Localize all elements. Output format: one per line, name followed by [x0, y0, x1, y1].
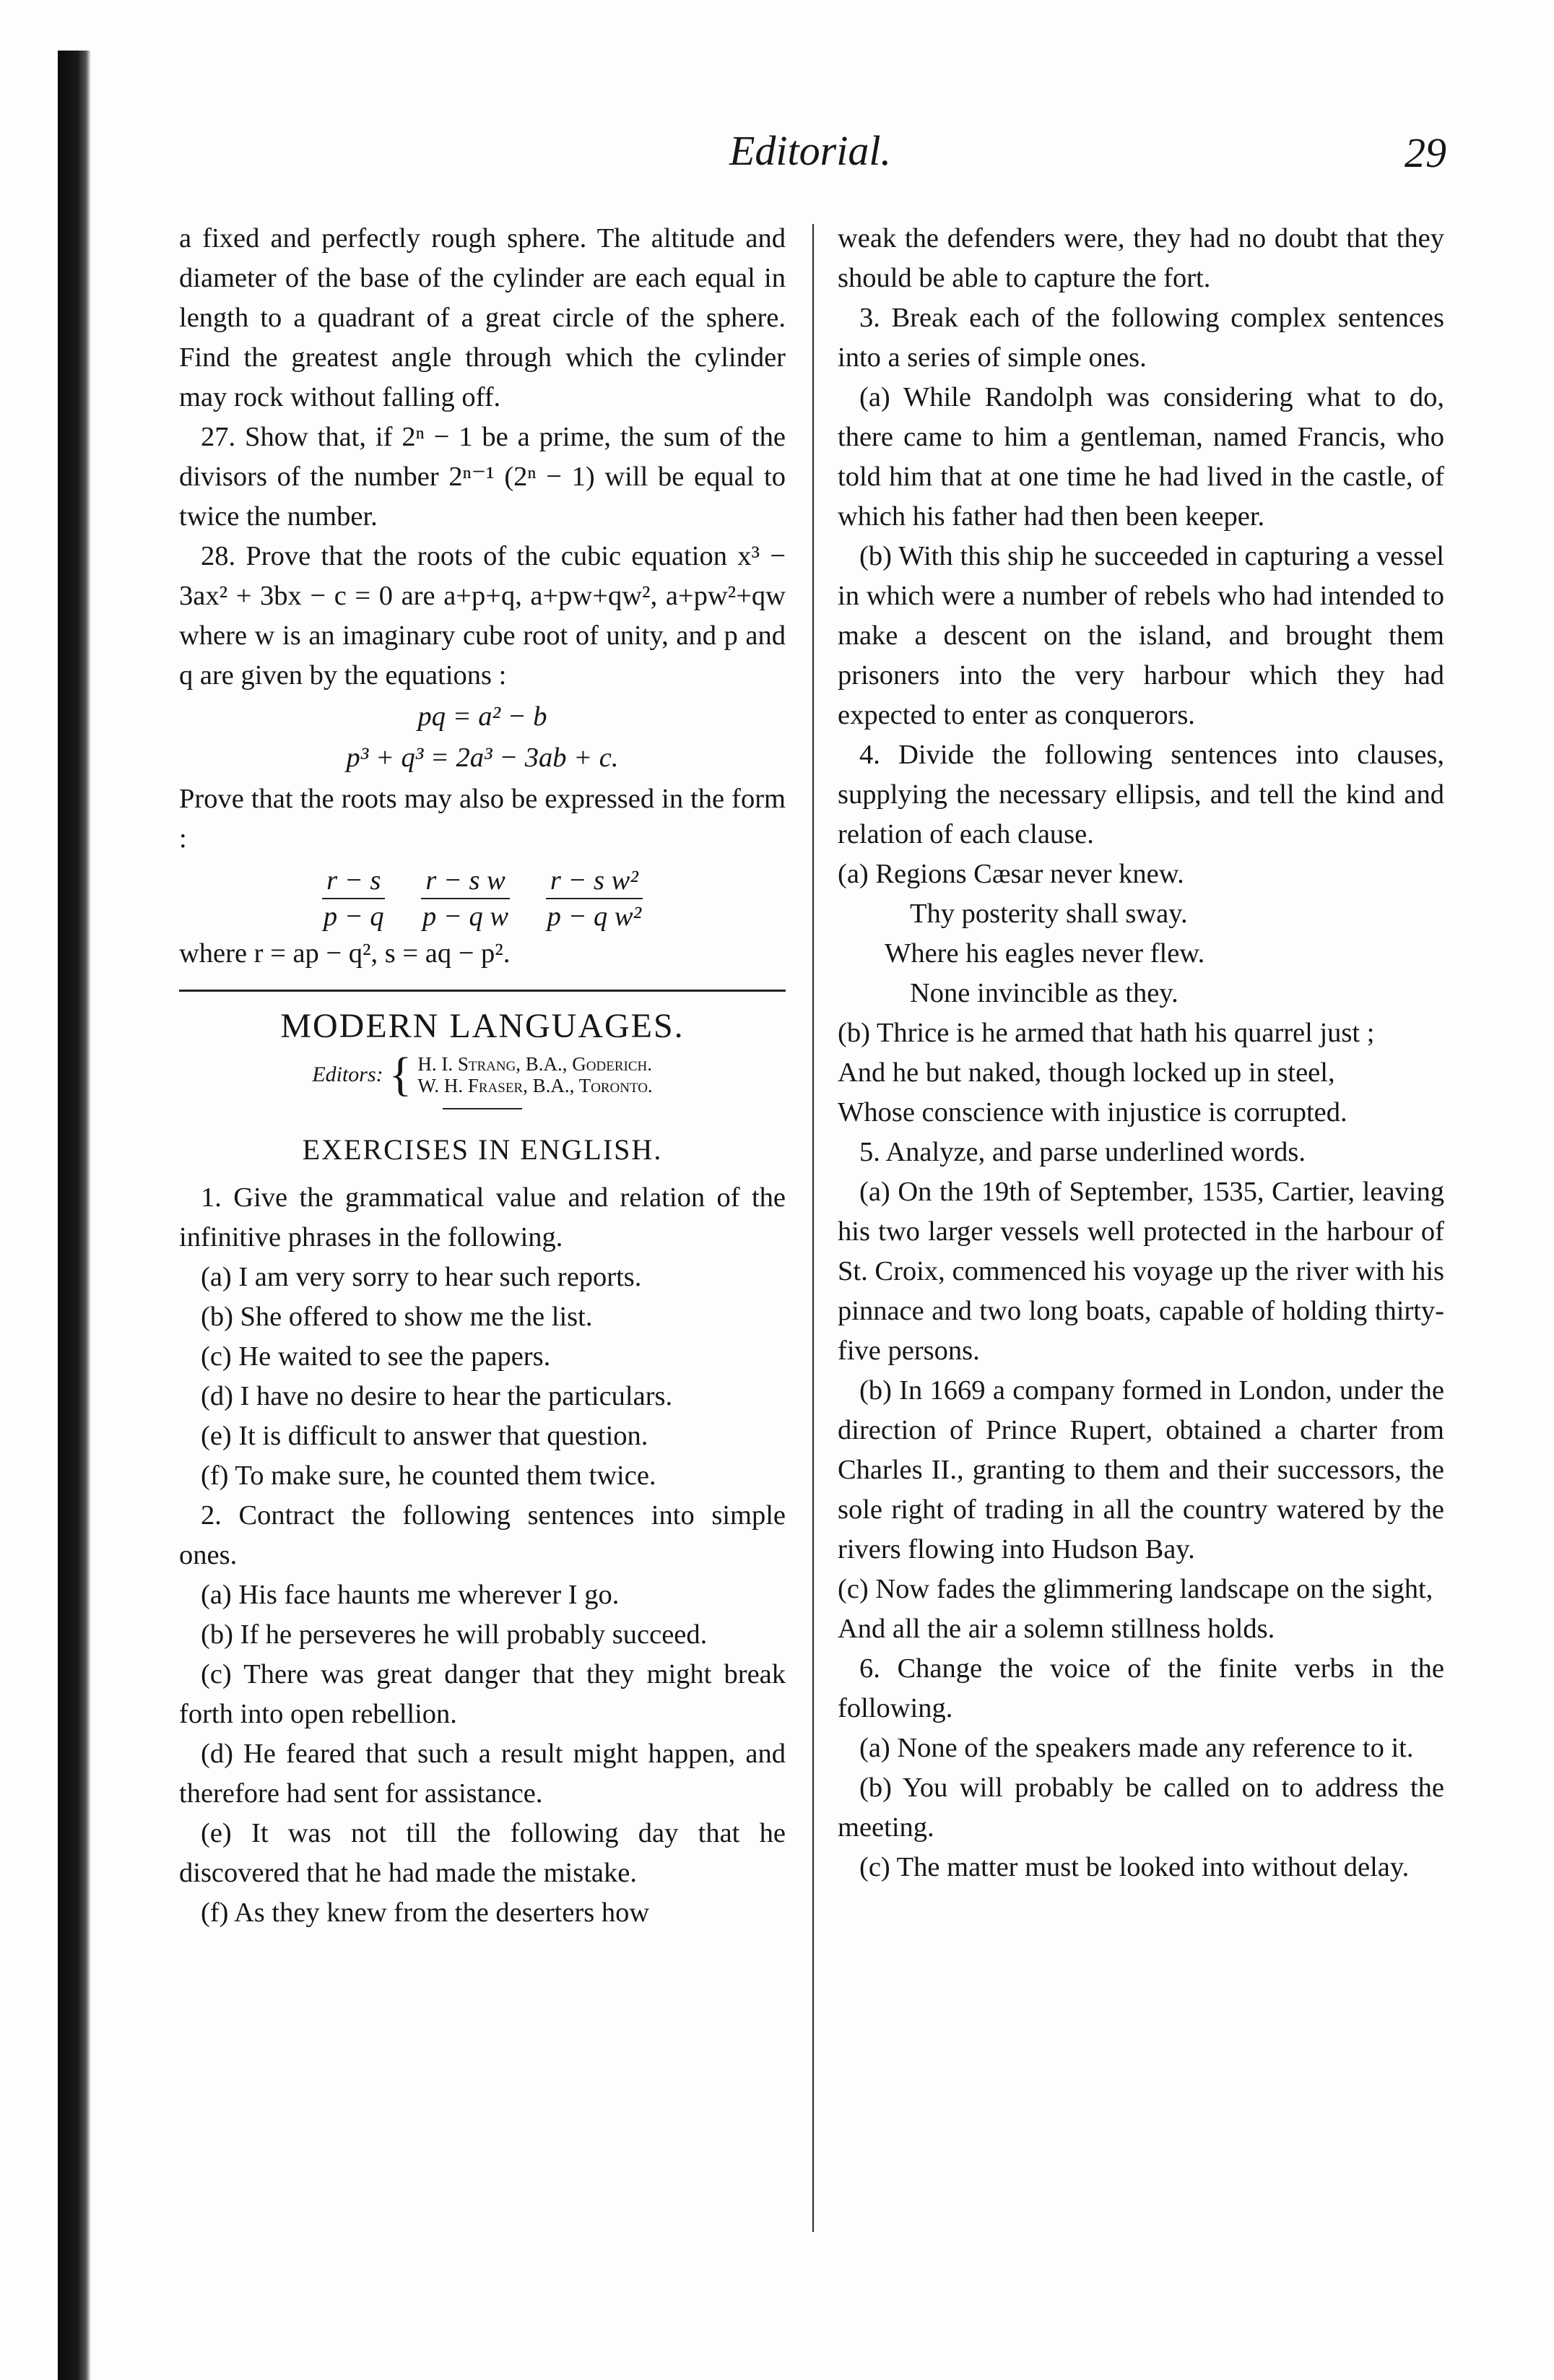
section-title: MODERN LANGUAGES. [280, 1007, 685, 1045]
left-column [179, 219, 786, 1933]
verse-line: Where his eagles never flew. [885, 938, 1205, 969]
page-number: 29 [1405, 129, 1446, 176]
question-3: 3. Break each of the following complex sentences into a series of simple ones. [838, 303, 1444, 373]
question-2: 2. Contract the following sentences into simple ones. [179, 1500, 786, 1570]
running-head: Editorial. [729, 127, 891, 174]
brace-glyph: { [388, 1048, 412, 1101]
where-line: where r = ap − q², s = aq − p². [179, 938, 511, 969]
fraction-group [179, 863, 786, 934]
item: (c) Now fades the glimmering landscape on the sight, [838, 1574, 1433, 1604]
book-spine-shadow [58, 51, 91, 2380]
item: (f) To make sure, he counted them twice. [201, 1461, 656, 1491]
item: (b) With this ship he succeeded in capturing a vessel in which were a number of rebels who had intended to make a descent on the island, and brought them prisoners into the very harbour which they had expected to enter as conquerors. [838, 541, 1444, 730]
item: (e) It is difficult to answer that question. [201, 1421, 648, 1451]
fraction-denominator: p − q w [422, 901, 509, 932]
item: (b) She offered to show me the list. [201, 1302, 593, 1332]
paragraph: weak the defenders were, they had no doubt that they should be able to capture the fort. [838, 223, 1444, 293]
item: (a) None of the speakers made any reference to it. [859, 1733, 1414, 1763]
verse-line: And all the air a solemn stillness holds. [838, 1614, 1275, 1644]
item: (a) His face haunts me wherever I go. [201, 1580, 620, 1610]
fraction-numerator: r − s w² [546, 863, 643, 899]
question-28: 28. Prove that the roots of the cubic equation x³ − 3ax² + 3bx − c = 0 are a+p+q, a+pw+qw², a+pw²+qw where w is an imaginary cube root of unity, and p and q are given by the equations : [179, 541, 786, 691]
column-divider [812, 224, 814, 2232]
item: (c) There was great danger that they might break forth into open rebellion. [179, 1659, 786, 1729]
item: (b) In 1669 a company formed in London, under the direction of Prince Rupert, obtained a charter from Charles II., granting to them and their successors, the sole right of trading in all the country watered by the rivers flowing into Hudson Bay. [838, 1375, 1444, 1565]
paragraph: Prove that the roots may also be expressed in the form : [179, 784, 786, 854]
item: (b) You will probably be called on to address the meeting. [838, 1773, 1444, 1843]
item: (e) It was not till the following day that he discovered that he had made the mistake. [179, 1818, 786, 1888]
question-6: 6. Change the voice of the finite verbs in the following. [838, 1653, 1444, 1723]
question-5: 5. Analyze, and parse underlined words. [859, 1137, 1306, 1167]
editor-name: W. H. Fraser, B.A., Toronto. [417, 1075, 653, 1096]
verse-line: And he but naked, though locked up in steel, [838, 1057, 1335, 1088]
fraction-denominator: p − q [323, 901, 384, 932]
equation: p³ + q³ = 2a³ − 3ab + c. [346, 743, 619, 773]
item: (f) As they knew from the deserters how [201, 1897, 650, 1928]
short-rule [443, 1108, 522, 1109]
editors-list [417, 1053, 652, 1096]
question-4: 4. Divide the following sentences into clauses, supplying the necessary ellipsis, and tell the kind and relation of each clause. [838, 740, 1444, 849]
item: (d) I have no desire to hear the particulars. [201, 1381, 673, 1411]
item: (b) Thrice is he armed that hath his quarrel just ; [838, 1018, 1375, 1048]
fraction [546, 863, 643, 934]
editor-name: H. I. Strang, B.A., Goderich. [417, 1053, 652, 1075]
verse-line: Thy posterity shall sway. [910, 899, 1188, 929]
fraction-numerator: r − s [322, 863, 385, 899]
item: (a) On the 19th of September, 1535, Cartier, leaving his two larger vessels well protected in the harbour of St. Croix, commenced his voyage up the river with his pinnace and two long boats, capable of holding thirty-five persons. [838, 1177, 1444, 1366]
exercises-title: EXERCISES IN ENGLISH. [302, 1133, 663, 1166]
item: (d) He feared that such a result might happen, and therefore had sent for assistance. [179, 1739, 786, 1809]
item: (c) The matter must be looked into without delay. [859, 1852, 1410, 1882]
editors-label: Editors: [312, 1063, 383, 1086]
editors-block [179, 1048, 786, 1101]
item: (a) While Randolph was considering what to do, there came to him a gentleman, named Francis, who told him that at one time he had lived in the castle, of which his father had then been keeper. [838, 382, 1444, 532]
verse-line: None invincible as they. [910, 978, 1178, 1008]
item: (c) He waited to see the papers. [201, 1341, 551, 1372]
verse-line: Whose conscience with injustice is corrupted. [838, 1097, 1347, 1128]
item: (a) Regions Cæsar never knew. [838, 859, 1184, 889]
equation: pq = a² − b [417, 701, 547, 732]
item: (b) If he perseveres he will probably succeed. [201, 1619, 708, 1650]
section-rule [179, 990, 786, 992]
question-1: 1. Give the grammatical value and relation of the infinitive phrases in the following. [179, 1182, 786, 1252]
right-column [838, 219, 1444, 1887]
fraction-denominator: p − q w² [547, 901, 642, 932]
question-27: 27. Show that, if 2ⁿ − 1 be a prime, the sum of the divisors of the number 2ⁿ⁻¹ (2ⁿ − 1) will be equal to twice the number. [179, 422, 786, 532]
paragraph: a fixed and perfectly rough sphere. The altitude and diameter of the base of the cylinder are each equal in length to a quadrant of a great circle of the sphere. Find the greatest angle through which the cylinder may rock without falling off. [179, 223, 786, 412]
fraction [322, 863, 385, 934]
item: (a) I am very sorry to hear such reports. [201, 1262, 642, 1292]
fraction-numerator: r − s w [421, 863, 510, 899]
fraction [421, 863, 510, 934]
